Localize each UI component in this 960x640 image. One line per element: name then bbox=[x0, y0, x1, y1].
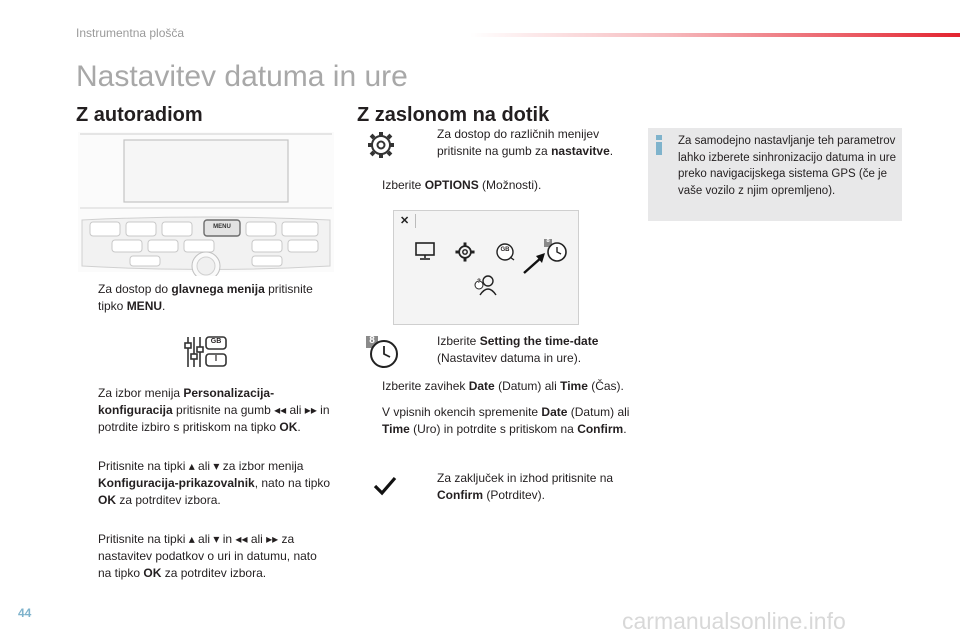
watermark: carmanualsonline.info bbox=[622, 608, 846, 634]
left-step-3: Pritisnite na tipki ▴ ali ▾ za izbor menija Konfiguracija-prikazovalnik, nato na tipko OK za potrditev izbora. bbox=[98, 459, 331, 507]
question-mark: ? bbox=[477, 279, 481, 285]
page-title: Nastavitev datuma in ure bbox=[76, 60, 408, 93]
gb-text: GB bbox=[500, 247, 510, 253]
gb-label: GB bbox=[210, 338, 222, 345]
section-header: Instrumentna plošča bbox=[76, 26, 185, 40]
language-icon[interactable] bbox=[494, 241, 516, 261]
right-step-2: Izberite OPTIONS (Možnosti). bbox=[382, 178, 542, 192]
monitor-icon[interactable] bbox=[414, 241, 436, 261]
info-text: Za samodejno nastavljanje teh parametrov lahko izberete sinhronizacijo datuma in ure preko navigacijskega sistema GPS (če je vaše vozilo z njim opremljeno). bbox=[678, 135, 896, 197]
info-icon bbox=[654, 135, 664, 155]
radio-menu-button[interactable]: MENU bbox=[213, 224, 231, 230]
left-step-2: Za izbor menija Personalizacija-konfiguracija pritisnite na gumb ◂◂ ali ▸▸ in potrdite izbiro s pritiskom na tipko OK. bbox=[98, 386, 330, 434]
screen-gear-icon[interactable] bbox=[454, 241, 476, 263]
right-step-3: Izberite Setting the time-date (Nastavitev datuma in ure). bbox=[437, 334, 599, 365]
right-step-5: V vpisnih okencih spremenite Date (Datum) ali Time (Uro) in potrdite s pritiskom na Confirm. bbox=[382, 405, 630, 436]
touchscreen-options-panel bbox=[393, 210, 579, 325]
left-step-1: Za dostop do glavnega menija pritisnite tipko MENU. bbox=[98, 282, 313, 313]
settings-sliders-icon bbox=[184, 334, 228, 370]
confirm-check-icon bbox=[373, 476, 397, 496]
gear-icon bbox=[366, 130, 396, 160]
left-heading: Z autoradiom bbox=[76, 104, 203, 126]
profiles-icon[interactable] bbox=[474, 273, 498, 297]
header-accent-line bbox=[470, 33, 960, 37]
left-step-4: Pritisnite na tipki ▴ ali ▾ in ◂◂ ali ▸▸ za nastavitev podatkov o uri in datumu, nato na tipko OK za potrditev izbora. bbox=[98, 532, 317, 580]
clock-icon bbox=[366, 336, 400, 370]
arrow-pointer-icon bbox=[522, 251, 548, 275]
i-label: I bbox=[214, 354, 218, 363]
close-button[interactable]: ✕ bbox=[400, 214, 416, 228]
right-step-1: Za dostop do različnih menijev pritisnite na gumb za nastavitve. bbox=[437, 127, 614, 158]
flag-number: 8 bbox=[546, 238, 550, 244]
right-heading: Z zaslonom na dotik bbox=[357, 104, 550, 126]
right-step-4: Izberite zavihek Date (Datum) ali Time (Čas). bbox=[382, 379, 624, 393]
right-step-6: Za zaključek in izhod pritisnite na Confirm (Potrditev). bbox=[437, 471, 614, 502]
radio-illustration bbox=[76, 128, 336, 276]
page-number: 44 bbox=[18, 606, 32, 620]
badge-number: 8 bbox=[369, 335, 375, 346]
radio-panel-drawing bbox=[76, 128, 336, 276]
